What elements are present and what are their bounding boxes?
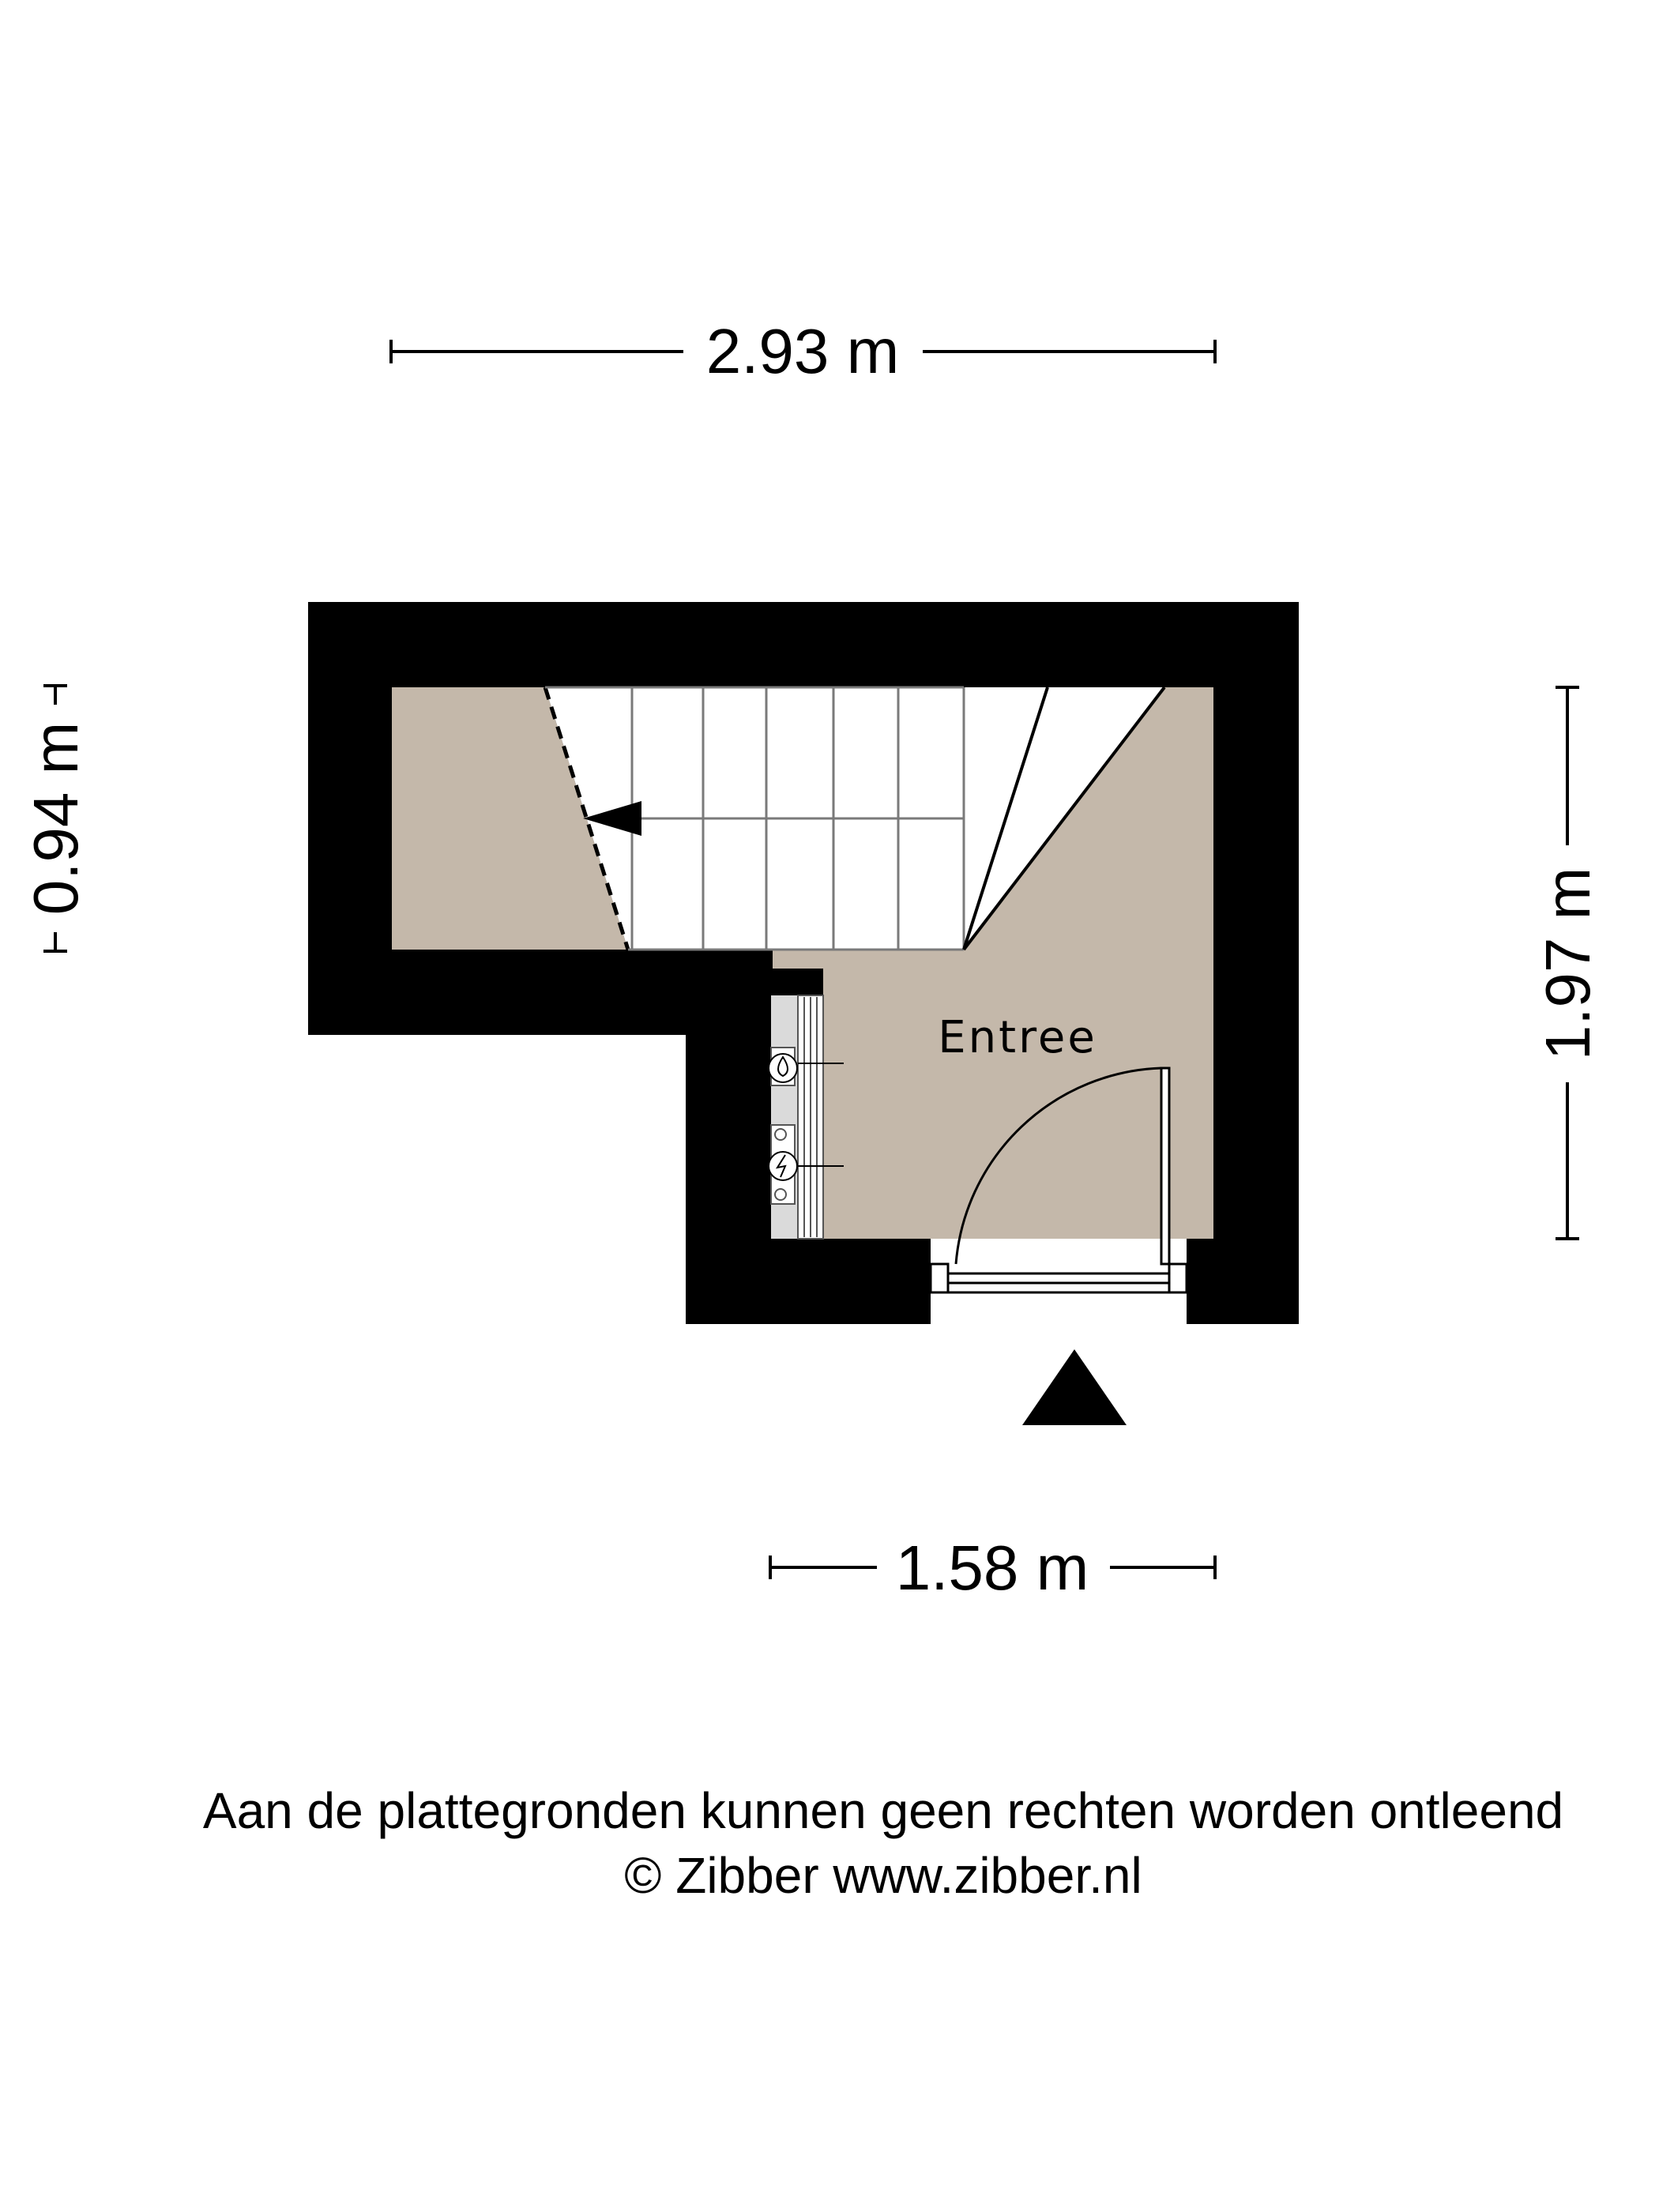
dimension-bottom-label: 1.58 m (895, 1533, 1089, 1603)
dimension-left (21, 686, 91, 951)
room-label-entree: Entree (938, 1012, 1097, 1063)
copyright-text: © Zibber www.zibber.nl (624, 1847, 1142, 1904)
dimension-top-label: 2.93 m (705, 316, 900, 386)
dimension-left-label: 0.94 m (21, 721, 91, 916)
water-drop-icon (769, 1048, 797, 1085)
interior-wall (771, 969, 823, 995)
disclaimer-text: Aan de plattegronden kunnen geen rechten worden ontleend (202, 1782, 1564, 1839)
lightning-icon (769, 1125, 797, 1204)
dimension-right-label: 1.97 m (1533, 867, 1603, 1061)
dimension-top (391, 316, 1215, 386)
dimension-right (1533, 687, 1603, 1239)
dimension-bottom (770, 1533, 1215, 1603)
entrance-triangle-icon (1022, 1349, 1127, 1425)
